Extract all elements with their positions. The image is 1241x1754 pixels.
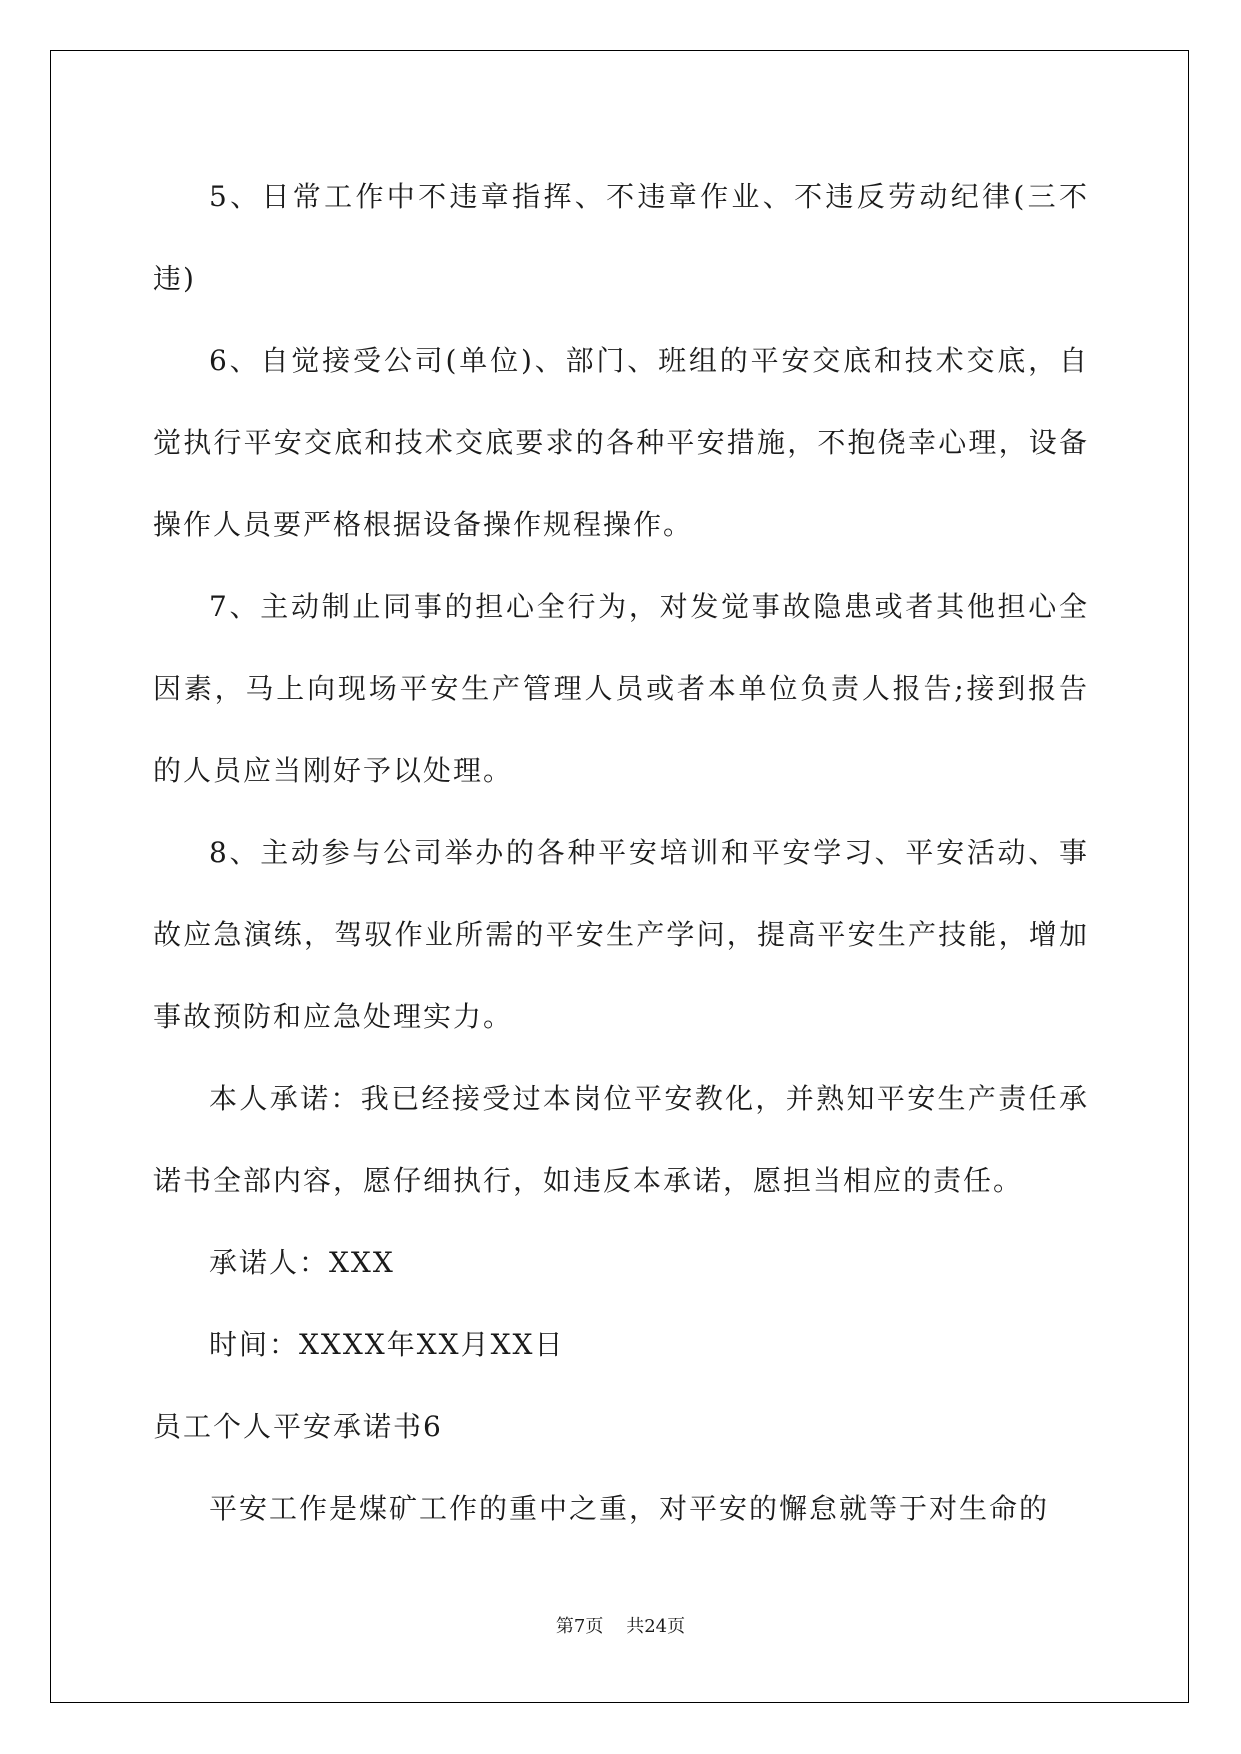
date-line: 时间：XXXX年XX月XX日 <box>209 1328 565 1361</box>
paragraph-item-8: 8、主动参与公司举办的各种平安培训和平安学习、平安活动、事故应急演练，驾驭作业所需的平安生产学问，提高平安生产技能，增加事故预防和应急处理实力。 <box>153 836 1089 1033</box>
page-footer <box>0 1612 1241 1638</box>
document-body <box>153 156 1089 1550</box>
paragraph-intro: 平安工作是煤矿工作的重中之重，对平安的懈怠就等于对生命的 <box>209 1492 1050 1525</box>
paragraph-item-5: 5、日常工作中不违章指挥、不违章作业、不违反劳动纪律(三不违) <box>153 180 1089 295</box>
section-heading: 员工个人平安承诺书6 <box>153 1410 443 1443</box>
paragraph-commitment: 本人承诺：我已经接受过本岗位平安教化，并熟知平安生产责任承诺书全部内容，愿仔细执行，如违反本承诺，愿担当相应的责任。 <box>153 1082 1089 1197</box>
paragraph-item-6: 6、自觉接受公司(单位)、部门、班组的平安交底和技术交底，自觉执行平安交底和技术交底要求的各种平安措施，不抱侥幸心理，设备操作人员要严格根据设备操作规程操作。 <box>153 344 1089 541</box>
page-total: 共24页 <box>626 1616 686 1637</box>
page-number: 第7页 <box>555 1616 604 1637</box>
signer-line: 承诺人：XXX <box>209 1246 395 1279</box>
paragraph-item-7: 7、主动制止同事的担心全行为，对发觉事故隐患或者其他担心全因素，马上向现场平安生产管理人员或者本单位负责人报告;接到报告的人员应当刚好予以处理。 <box>153 590 1089 787</box>
